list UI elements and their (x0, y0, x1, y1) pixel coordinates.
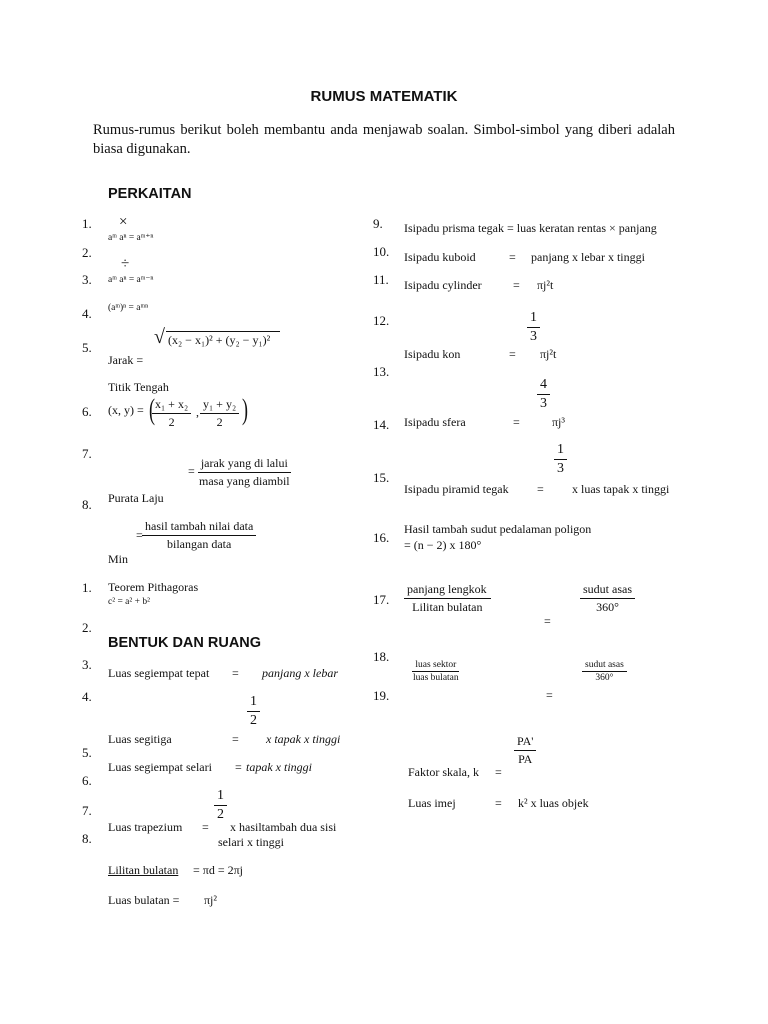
num-8: 8. (82, 497, 92, 512)
distance-label: Jarak = (108, 353, 144, 367)
sector-fraction: $\frac{\text{luas sektor}}{\text{luas bulatan}}$ (413, 660, 459, 683)
num-5: 5. (82, 340, 92, 355)
cone-formula: πj²t (540, 347, 557, 361)
half-fraction-2: $\frac{1}{2}$ (214, 788, 227, 823)
sector-eq: = (546, 688, 553, 702)
num-b7: 7. (82, 803, 92, 818)
avg-speed-label: Purata Laju (108, 491, 164, 505)
num-12: 12. (373, 313, 390, 328)
rect-formula: panjang x lebar (262, 666, 338, 680)
num-b4: 4. (82, 689, 92, 704)
four-thirds-fraction: $\frac{4}{3}$ (537, 377, 550, 412)
angle-fraction-1: $\frac{\text{sudut asas}}{360^\circ}$ (580, 582, 635, 615)
pyramid-eq: = (537, 482, 544, 496)
section-perkaitan: PERKAITAN (108, 186, 192, 202)
cone-eq: = (509, 347, 516, 361)
parallelogram-formula: tapak x tinggi (246, 760, 312, 774)
sphere-label: Isipadu sfera (404, 415, 466, 429)
half-fraction-1: $\frac{1}{2}$ (247, 694, 260, 729)
midpoint-fraction-y: $\frac{\text{y₁ + y₂}}{2}$ (200, 397, 239, 430)
intro-paragraph: Rumus-rumus berikut boleh membantu anda menjawab soalan. Simbol-simbol yang diberi adalah biasa digunakan. (93, 122, 675, 157)
cylinder-formula: πj²t (537, 278, 554, 292)
num-15: 15. (373, 470, 390, 485)
sphere-eq: = (513, 415, 520, 429)
num-16: 16. (373, 530, 390, 545)
num-b3: 3. (82, 657, 92, 672)
num-2: 2. (82, 245, 92, 260)
num-b6: 6. (82, 773, 92, 788)
speed-fraction: $\frac{\text{jarak yang di lalui}}{\text{masa yang diambil}}$ (199, 456, 290, 488)
cylinder-eq: = (513, 278, 520, 292)
circle-area-formula: πj² (204, 893, 217, 907)
triangle-eq: = (232, 732, 239, 746)
distance-root: (x₂ − x₁)² + (y₂ − y₁)² (168, 333, 271, 347)
triangle-label: Luas segitiga (108, 732, 172, 746)
section-bentuk: BENTUK DAN RUANG (108, 635, 262, 651)
pythagoras-label: Teorem Pithagoras (108, 580, 199, 594)
mean-fraction: $\frac{\text{hasil tambah nilai data}}{\text{bilangan data}}$ (142, 519, 256, 552)
trapezium-eq: = (202, 820, 209, 834)
cylinder-label: Isipadu cylinder (404, 278, 482, 292)
formula-3: aᵐ aⁿ = aᵐ⁻ⁿ (108, 275, 154, 285)
prism-volume: Isipadu prisma tegak = luas keratan rentas × panjang (404, 221, 657, 235)
trapezium-formula: x hasiltambah dua sisi (230, 820, 337, 834)
num-10: 10. (373, 244, 390, 259)
cone-label: Isipadu kon (404, 347, 461, 361)
formula-4: (aᵐ)ⁿ = aᵐⁿ (108, 303, 149, 313)
num-4: 4. (82, 306, 92, 321)
rect-label: Luas segiempat tepat (108, 666, 210, 680)
num-3: 3. (82, 272, 92, 287)
arc-eq: = (544, 614, 551, 628)
page-title: RUMUS MATEMATIK (310, 88, 458, 105)
num-6: 6. (82, 404, 92, 419)
trapezium-formula-2: selari x tinggi (218, 835, 284, 849)
polygon-formula: = (n − 2) x 180° (404, 538, 482, 552)
third-fraction-2: $\frac{1}{3}$ (554, 442, 567, 477)
sqrt-sign: √ (154, 326, 165, 348)
trapezium-label: Luas trapezium (108, 820, 183, 834)
num-b5: 5. (82, 745, 92, 760)
scale-eq: = (495, 765, 502, 779)
circumference-formula: = πd = 2πj (193, 863, 243, 877)
num-17: 17. (373, 592, 390, 607)
num-9: 9. (373, 216, 383, 231)
num-b8: 8. (82, 831, 92, 846)
image-area-formula: k² x luas objek (518, 796, 589, 810)
divide-symbol: ÷ (121, 256, 130, 272)
midpoint-fraction-x: $\frac{\text{x₁ + x₂}}{2}$ (152, 397, 191, 430)
num-1: 1. (82, 216, 92, 231)
arc-fraction: $\frac{\text{panjang lengkok}}{\text{Lilitan bulatan}}$ (404, 582, 491, 615)
angle-fraction-2: $\frac{\text{sudut asas}}{360^\circ}$ (582, 660, 627, 683)
rect-eq: = (232, 666, 239, 680)
cuboid-eq: = (509, 250, 516, 264)
pythagoras-formula: c² = a² + b² (108, 597, 150, 607)
num-18: 18. (373, 649, 390, 664)
cuboid-label: Isipadu kuboid (404, 250, 476, 264)
triangle-formula: x tapak x tinggi (266, 732, 341, 746)
formula-1: aᵐ aⁿ = aᵐ⁺ⁿ (108, 233, 154, 243)
image-area-eq: = (495, 796, 502, 810)
cuboid-formula: panjang x lebar x tinggi (531, 250, 645, 264)
midpoint-label: Titik Tengah (108, 380, 169, 394)
speed-eq: = (188, 464, 195, 478)
pyramid-formula: x luas tapak x tinggi (572, 482, 670, 496)
scale-label: Faktor skala, k (408, 765, 479, 779)
circle-area-label: Luas bulatan = (108, 893, 180, 907)
parallelogram-eq: = (235, 760, 242, 774)
third-fraction-1: $\frac{1}{3}$ (527, 310, 540, 345)
num-7: 7. (82, 446, 92, 461)
pyramid-label: Isipadu piramid tegak (404, 482, 509, 496)
scale-fraction: $\frac{PA'}{PA}$ (514, 734, 536, 767)
num-p1: 1. (82, 580, 92, 595)
num-14: 14. (373, 417, 390, 432)
midpoint-lhs: (x, y) = (108, 403, 144, 417)
polygon-label: Hasil tambah sudut pedalaman poligon (404, 522, 592, 536)
num-19: 19. (373, 688, 390, 703)
num-11: 11. (373, 272, 389, 287)
times-symbol: × (119, 214, 128, 230)
sphere-formula: πj³ (552, 415, 565, 429)
circumference-label: Lilitan bulatan (108, 863, 179, 877)
image-area-label: Luas imej (408, 796, 456, 810)
num-13: 13. (373, 364, 390, 379)
mean-label: Min (108, 552, 129, 566)
num-p2: 2. (82, 620, 92, 635)
parallelogram-label: Luas segiempat selari (108, 760, 212, 774)
mean-eq: = (136, 528, 143, 542)
